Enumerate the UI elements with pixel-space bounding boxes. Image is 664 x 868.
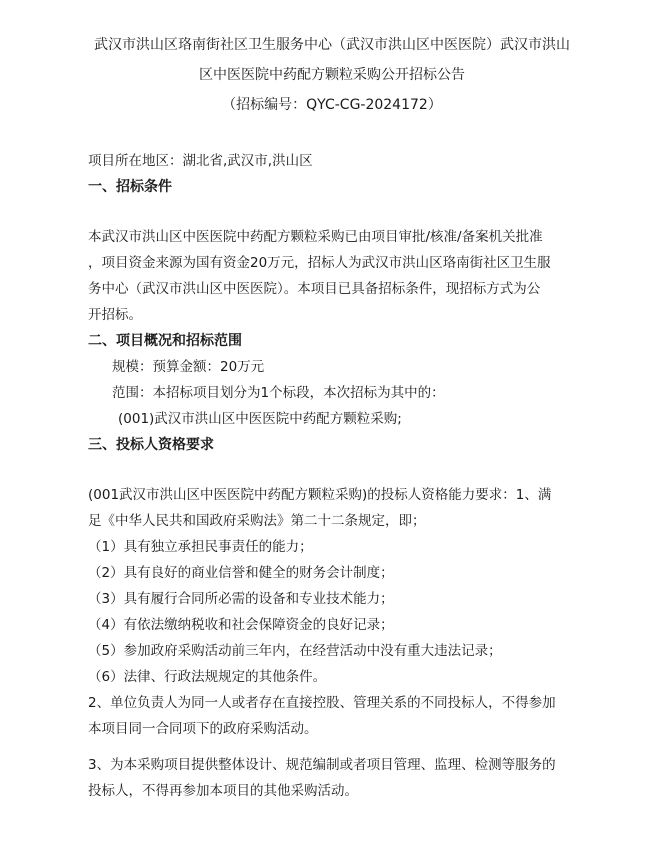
paragraph-line: 投标人，不得再参加本项目的其他采购活动。	[88, 783, 358, 799]
list-item: （3）具有履行合同所必需的设备和专业技术能力；	[88, 591, 394, 607]
title-line-2: 区中医医院中药配方颗粒采购公开招标公告	[199, 67, 465, 83]
project-location: 项目所在地区：湖北省,武汉市,洪山区	[88, 153, 313, 169]
section-3-heading: 三、投标人资格要求	[88, 437, 214, 453]
section-2-heading: 二、项目概况和招标范围	[88, 333, 242, 349]
paragraph-line: 本项目同一合同项下的政府采购活动。	[88, 721, 318, 737]
list-item: （5）参加政府采购活动前三年内，在经营活动中没有重大违法记录；	[88, 643, 502, 659]
paragraph-line: 务中心（武汉市洪山区中医医院）。本项目已具备招标条件，现招标方式为公	[88, 281, 541, 297]
document-body	[88, 148, 580, 804]
requirement-3	[88, 752, 580, 804]
list-item: （1）具有独立承担民事责任的能力；	[88, 539, 313, 555]
announcement-title	[0, 0, 664, 120]
paragraph-line: 2、单位负责人为同一人或者存在直接控股、管理关系的不同投标人，不得参加	[88, 695, 556, 711]
project-scope: 范围：本招标项目划分为1个标段，本次招标为其中的：	[112, 385, 445, 401]
paragraph-line: 3、为本采购项目提供整体设计、规范编制或者项目管理、监理、检测等服务的	[88, 757, 556, 773]
paragraph-line: ，项目资金来源为国有资金20万元，招标人为武汉市洪山区珞南街社区卫生服	[88, 255, 551, 271]
requirement-2	[88, 690, 580, 742]
qualification-intro	[88, 482, 580, 534]
lot-item: (001)武汉市洪山区中医医院中药配方颗粒采购;	[118, 411, 402, 427]
title-line-1: 武汉市洪山区珞南街社区卫生服务中心（武汉市洪山区中医医院）武汉市洪山	[94, 37, 570, 53]
paragraph-line: 开招标。	[88, 307, 142, 323]
project-scale: 规模：预算金额：20万元	[112, 359, 265, 375]
section-1-paragraph	[88, 224, 580, 328]
list-item: （2）具有良好的商业信誉和健全的财务会计制度；	[88, 565, 394, 581]
section-1-heading: 一、招标条件	[88, 179, 172, 195]
list-item: （4）有依法缴纳税收和社会保障资金的良好记录；	[88, 617, 394, 633]
qualification-list	[88, 534, 580, 690]
paragraph-line: (001武汉市洪山区中医医院中药配方颗粒采购)的投标人资格能力要求：1、满	[88, 487, 552, 503]
list-item: （6）法律、行政法规规定的其他条件。	[88, 669, 327, 685]
paragraph-line: 本武汉市洪山区中医医院中药配方颗粒采购已由项目审批/核准/备案机关批准	[88, 229, 543, 245]
tender-code: （招标编号：QYC-CG-2024172）	[222, 97, 442, 113]
paragraph-line: 足《中华人民共和国政府采购法》第二十二条规定，即；	[88, 513, 426, 529]
